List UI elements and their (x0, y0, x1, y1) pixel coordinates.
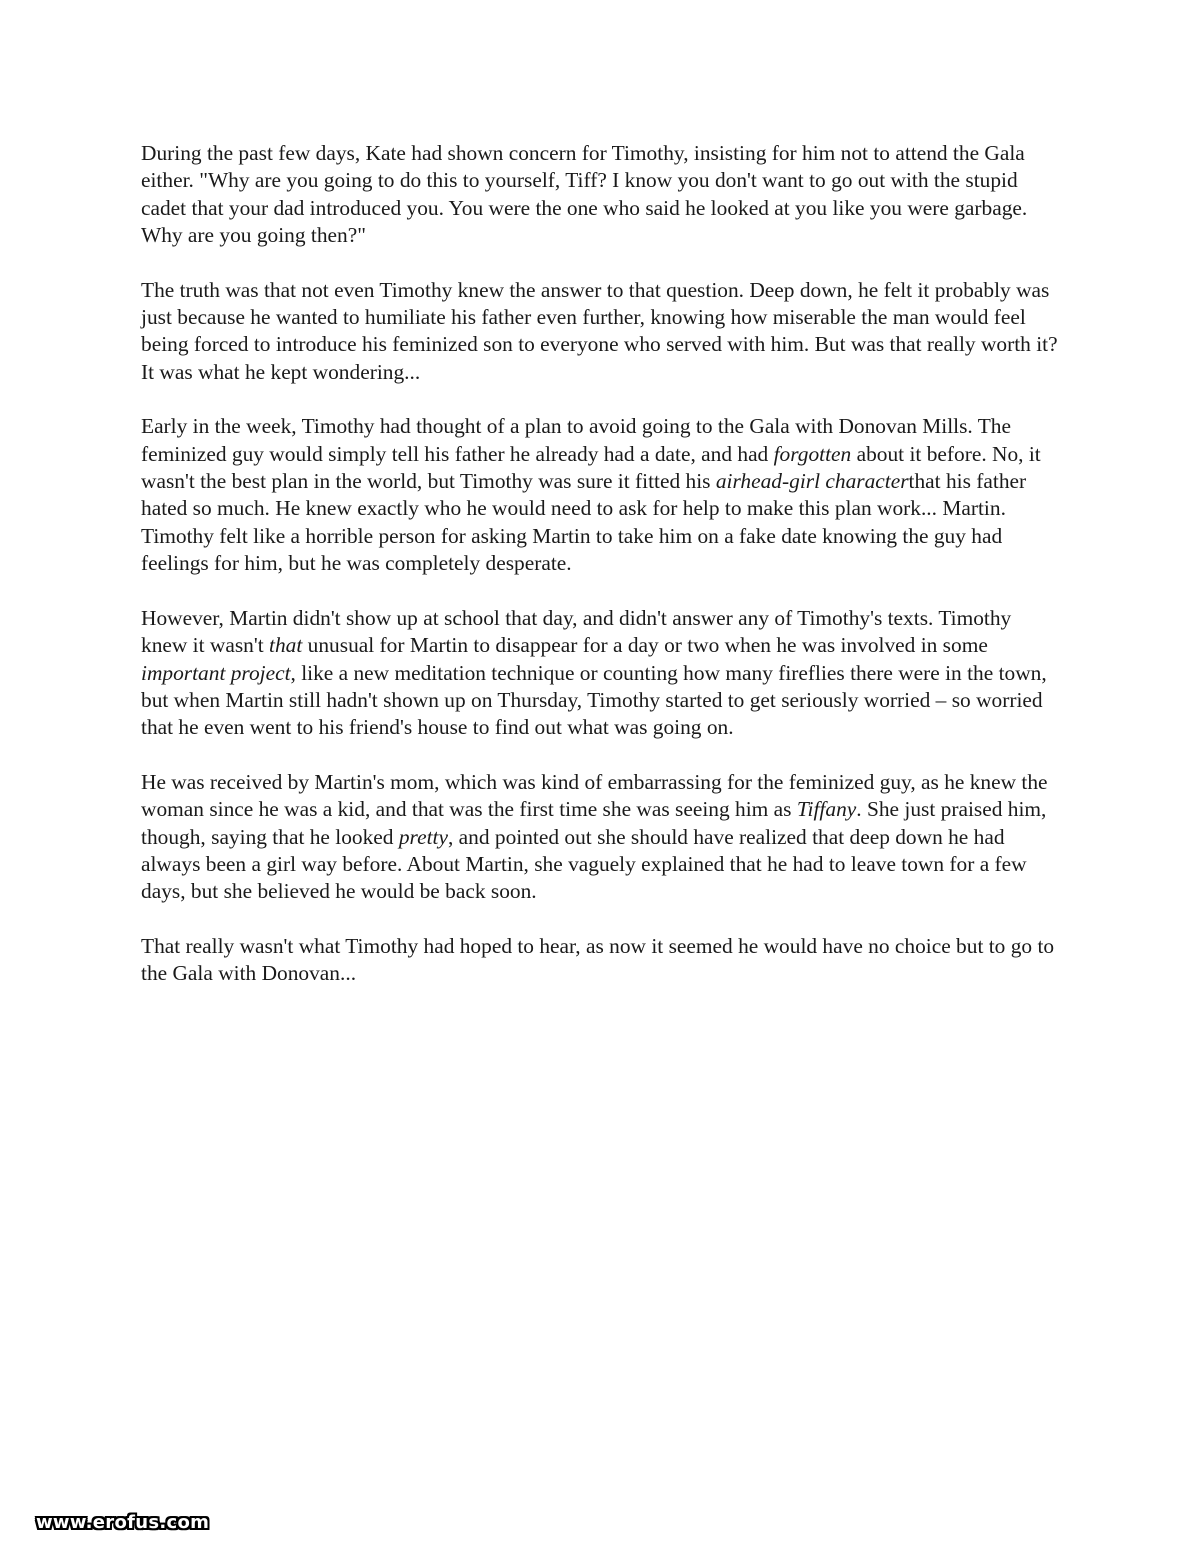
document-page (141, 140, 1061, 1015)
paragraph-text: that his father hated so much. He knew exactly who he would need to ask for help to make this plan work... Martin. Timothy felt like a horrible person for asking Martin to take him on a fake date knowing the guy had feelings for him, but he was completely desperate. (141, 469, 1027, 576)
paragraph-text: , and pointed out she should have realized that deep down he had always been a girl way before. About Martin, she vaguely explained that he had to leave town for a few days, but she believed he would be back soon. (141, 824, 1027, 904)
emphasis-text: pretty (398, 824, 448, 849)
paragraph-3 (141, 413, 1061, 577)
paragraph-text: During the past few days, Kate had shown concern for Timothy, insisting for him not to attend the Gala either. "Why are you going to do this to yourself, Tiff? I know you don't want to go out with the stupid cadet that your dad introduced you. You were the one who said he looked at you like you were garbage. Why are you going then?" (141, 141, 1028, 248)
emphasis-text: Tiffany (796, 797, 857, 822)
paragraph-text: The truth was that not even Timothy knew the answer to that question. Deep down, he felt it probably was just because he wanted to humiliate his father even further, knowing how miserable the man would feel being forced to introduce his feminized son to everyone who served with him. But was that really worth it? It was what he kept wondering... (141, 277, 1058, 384)
paragraph-text: unusual for Martin to disappear for a day or two when he was involved in some (302, 633, 988, 658)
paragraph-1 (141, 140, 1061, 250)
paragraph-2 (141, 277, 1061, 387)
paragraph-text: However, Martin didn't show up at school that day, and didn't answer any of Timothy's texts. Timothy knew it wasn't (141, 605, 1012, 658)
emphasis-text: that (269, 633, 303, 658)
emphasis-text: forgotten (773, 441, 852, 466)
paragraph-text: He was received by Martin's mom, which was kind of embarrassing for the feminized guy, as he knew the woman since he was a kid, and that was the first time she was seeing him as (141, 769, 1048, 822)
paragraph-6 (141, 933, 1061, 988)
paragraph-text: about it before. No, it wasn't the best plan in the world, but Timothy was sure it fitted his (141, 441, 1041, 494)
emphasis-text: important project (141, 660, 291, 685)
paragraph-text: . She just praised him, though, saying that he looked (141, 797, 1047, 849)
emphasis-text: airhead-girl character (715, 469, 909, 494)
paragraph-4 (141, 605, 1061, 742)
paragraph-text: , like a new meditation technique or counting how many fireflies there were in the town, but when Martin still hadn't shown up on Thursday, Timothy started to get seriously worried – so worried that he even went to his friend's house to find out what was going on. (141, 660, 1047, 740)
paragraph-5 (141, 769, 1061, 906)
paragraph-text: That really wasn't what Timothy had hoped to hear, as now it seemed he would have no choice but to go to the Gala with Donovan... (141, 933, 1055, 986)
paragraph-text: Early in the week, Timothy had thought of a plan to avoid going to the Gala with Donovan Mills. The feminized guy would simply tell his father he already had a date, and had (141, 414, 1011, 466)
site-watermark: www.erofus.com (36, 1512, 210, 1533)
